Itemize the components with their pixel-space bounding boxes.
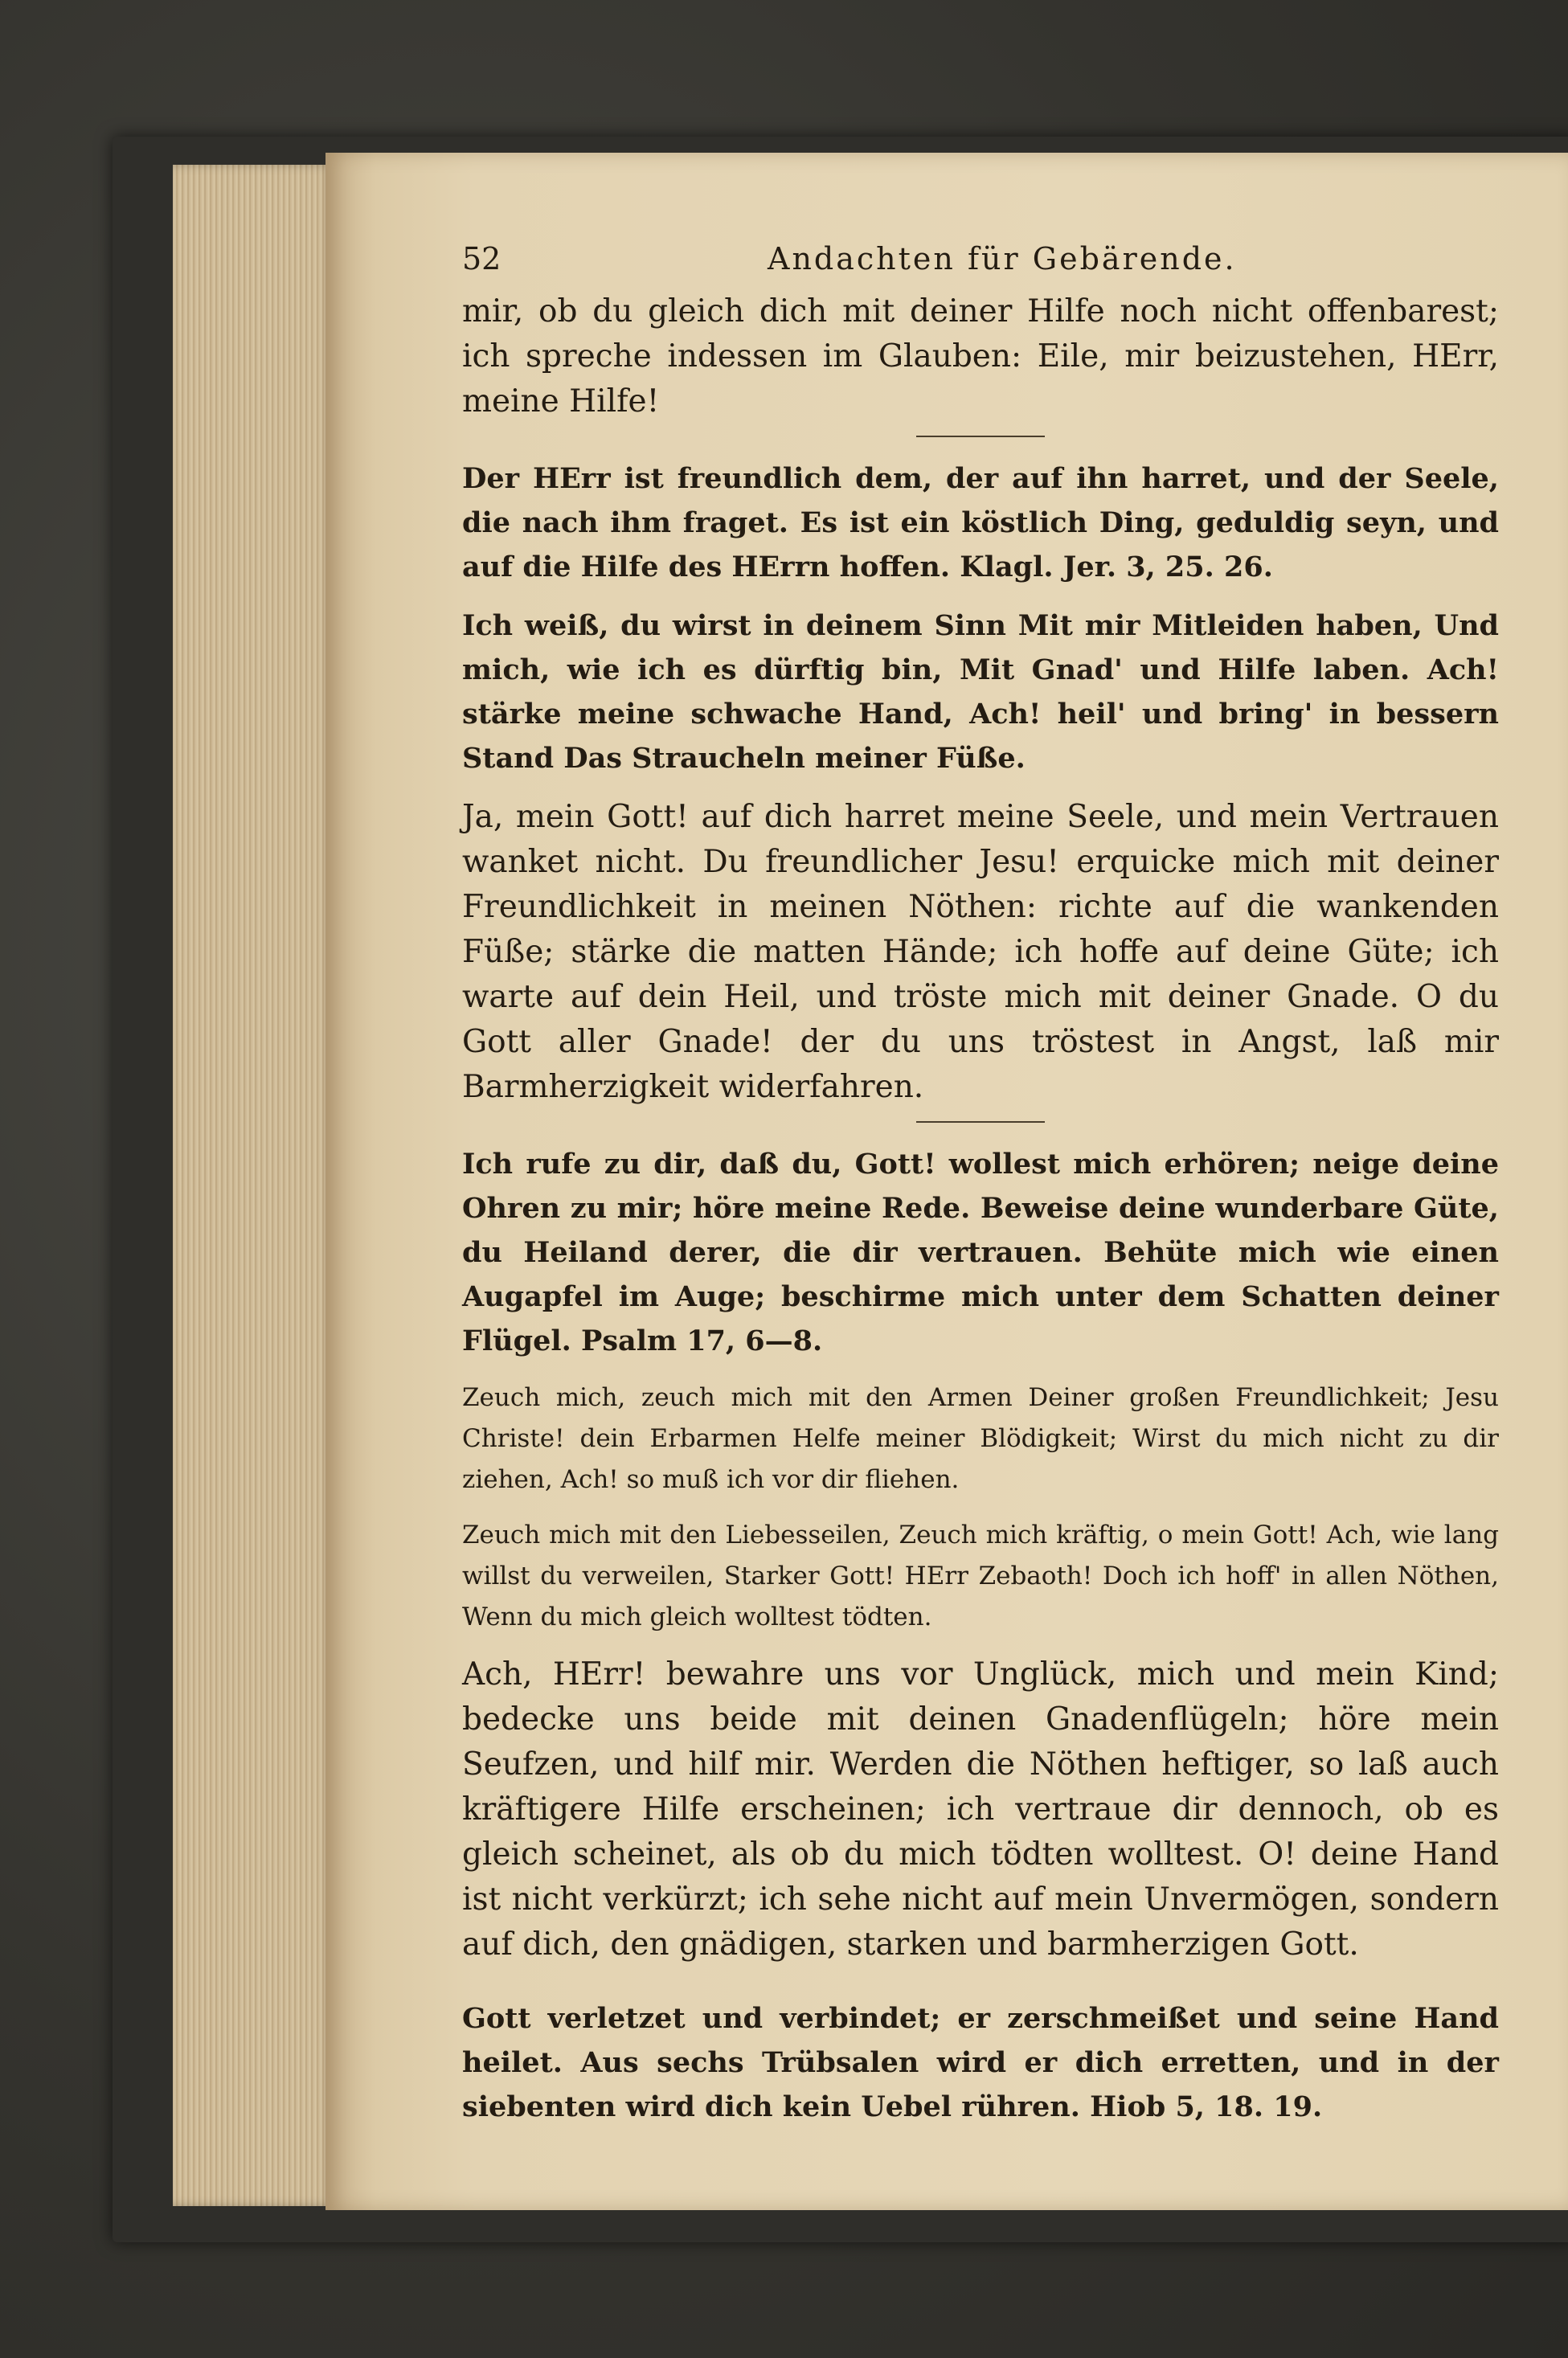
prayer-paragraph-2: Ja, mein Gott! auf dich harret meine Seele, und mein Vertrauen wanket nicht. Du freundlicher Jesu! erquicke mich mit deiner Freundlichkeit in meinen Nöthen: richte auf die wankenden Füße; stärke die matten Hände; ich hoffe auf deine Güte; ich warte auf dein Heil, und tröste mich mit deiner Gnade. O du Gott aller Gnade! der du uns tröstest in Angst, laß mir Barmherzigkeit widerfahren. (462, 799, 1499, 1105)
hymn-verse-2: Zeuch mich, zeuch mich mit den Armen Deiner großen Freundlichkeit; Jesu Christe! dein Erbarmen Helfe meiner Blödigkeit; Wirst du mich nicht zu dir ziehen, Ach! so muß ich vor dir fliehen. (462, 1383, 1499, 1494)
prayer-paragraph-3: Ach, HErr! bewahre uns vor Unglück, mich und mein Kind; bedecke uns beide mit deinen Gnadenflügeln; höre mein Seufzen, und hilf mir. Werden die Nöthen heftiger, so laß auch kräftigere Hilfe erscheinen; ich vertraue dir dennoch, ob es gleich scheinet, als ob du mich tödten wolltest. O! deine Hand ist nicht verkürzt; ich sehe nicht auf mein Unvermögen, sondern auf dich, den gnädigen, starken und barmherzigen Gott. (462, 1656, 1499, 1963)
section-divider (916, 1121, 1045, 1123)
page-content (462, 241, 1499, 2129)
prayer-paragraph-1: mir, ob du gleich dich mit deiner Hilfe noch nicht offenbarest; ich spreche indessen im Glauben: Eile, mir beizustehen, HErr, meine Hilfe! (462, 293, 1499, 420)
scripture-quote-3: Gott verletzet und verbindet; er zerschmeißet und seine Hand heilet. Aus sechs Trübsalen wird er dich erretten, und in der siebenten wird dich kein Uebel rühren. Hiob 5, 18. 19. (462, 2002, 1499, 2123)
scripture-quote-2: Ich rufe zu dir, daß du, Gott! wollest mich erhören; neige deine Ohren zu mir; höre meine Rede. Beweise deine wunderbare Güte, du Heiland derer, die dir vertrauen. Behüte mich wie einen Augapfel im Auge; beschirme mich unter dem Schatten deiner Flügel. Psalm 17, 6—8. (462, 1148, 1499, 1357)
page-number: 52 (462, 241, 502, 276)
scripture-quote-1: Der HErr ist freundlich dem, der auf ihn harret, und der Seele, die nach ihm fraget. Es ist ein köstlich Ding, geduldig seyn, und auf die Hilfe des HErrn hoffen. Klagl. Jer. 3, 25. 26. (462, 462, 1499, 583)
page-header (462, 241, 1499, 289)
hymn-verse-1: Ich weiß, du wirst in deinem Sinn Mit mir Mitleiden haben, Und mich, wie ich es dürftig bin, Mit Gnad' und Hilfe laben. Ach! stärke meine schwache Hand, Ach! heil' und bring' in bessern Stand Das Straucheln meiner Füße. (462, 609, 1499, 775)
section-divider (916, 436, 1045, 437)
running-title: Andachten für Gebärende. (768, 241, 1237, 276)
hymn-verse-3: Zeuch mich mit den Liebesseilen, Zeuch mich kräftig, o mein Gott! Ach, wie lang willst du verweilen, Starker Gott! HErr Zebaoth! Doch ich hoff' in allen Nöthen, Wenn du mich gleich wolltest tödten. (462, 1521, 1499, 1631)
page-edges (173, 165, 334, 2206)
